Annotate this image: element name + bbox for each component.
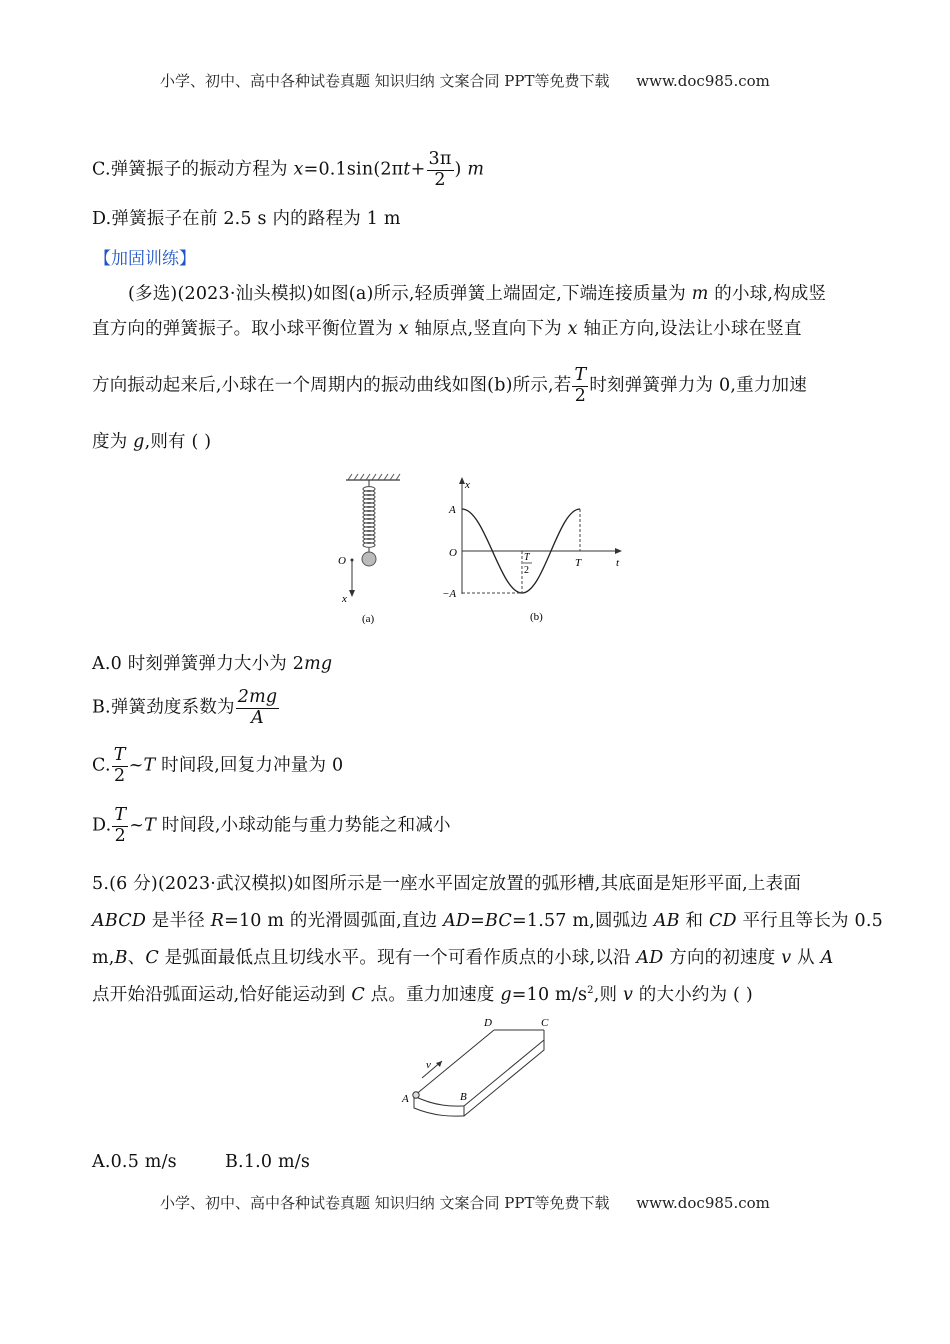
label-D: D <box>484 1017 492 1029</box>
q5-line2: ABCD 是半径 R=10 m 的光滑圆弧面,直边 AD=BC=1.57 m,圆弧边 AB 和 CD 平行且等长为 0.5 <box>92 911 883 931</box>
q4-option-d: D. $\frac{T}{2}$ ~T 时间段,小球动能与重力势能之和减小 <box>92 805 451 846</box>
q4-line2: 直方向的弹簧振子。取小球平衡位置为 x 轴原点,竖直向下为 x 轴正方向,设法让小球在竖直 <box>92 319 802 339</box>
label-negA: −A <box>442 588 457 600</box>
label-O: O <box>449 547 457 559</box>
arc-trough-figure <box>398 1016 558 1124</box>
q4-line3: 方向振动起来后,小球在一个周期内的振动曲线如图(b)所示,若 $\frac{T}{2}$ 时刻弹簧弹力为 0,重力加速 <box>92 365 807 406</box>
label-t: t <box>616 557 620 569</box>
q4-line4: 度为 g,则有 ( ) <box>92 432 212 452</box>
prev-option-c: C.弹簧振子的振动方程为 x=0.1sin(2πt+ $\frac{3\pi}{2}$ ) m <box>92 149 485 190</box>
page-header <box>160 70 770 91</box>
label-T-half-num: T <box>524 552 530 563</box>
q5-line1: 5.(6 分)(2023·武汉模拟)如图所示是一座水平固定放置的弧形槽,其底面是矩形平面,上表面 <box>92 874 802 894</box>
header-text: 小学、初中、高中各种试卷真题 知识归纳 文案合同 PPT等免费下载 <box>160 72 610 90</box>
q4-option-a: A.0 时刻弹簧弹力大小为 2mg <box>92 654 333 674</box>
q5-option-a: A.0.5 m/s <box>92 1152 177 1172</box>
page-footer <box>160 1192 770 1213</box>
prev-option-d: D.弹簧振子在前 2.5 s 内的路程为 1 m <box>92 209 401 229</box>
label-T: T <box>575 557 582 569</box>
caption-a: (a) <box>362 613 375 625</box>
section-title: 【加固训练】 <box>94 249 196 269</box>
label-T-half-den: 2 <box>524 565 529 576</box>
fraction: $\frac{T}{2}$ <box>113 745 126 786</box>
q4-line1: (多选)(2023·汕头模拟)如图(a)所示,轻质弹簧上端固定,下端连接质量为 m 的小球,构成竖 <box>128 284 827 304</box>
footer-text: 小学、初中、高中各种试卷真题 知识归纳 文案合同 PPT等免费下载 <box>160 1194 610 1212</box>
spring-figure <box>328 472 418 632</box>
q5-line4: 点开始沿弧面运动,恰好能运动到 C 点。重力加速度 g=10 $m/s^2$,则 v 的大小约为 ( ) <box>92 985 753 1005</box>
fraction: $\frac{T}{2}$ <box>114 805 127 846</box>
q5-option-b: B.1.0 m/s <box>225 1152 311 1172</box>
label-v: v <box>426 1059 431 1071</box>
q4-option-b: B.弹簧劲度系数为 $\frac{2mg}{A}$ <box>92 687 278 728</box>
label-A: A <box>449 504 456 516</box>
label-x: x <box>465 479 470 491</box>
label-B: B <box>460 1091 467 1103</box>
q5-line3: m,B、C 是弧面最低点且切线水平。现有一个可看作质点的小球,以沿 AD 方向的初速度 v 从 A <box>92 948 834 968</box>
label-origin: O <box>338 555 346 567</box>
q4-option-c: C. $\frac{T}{2}$ ~T 时间段,回复力冲量为 0 <box>92 745 344 786</box>
label-x-axis: x <box>342 593 347 605</box>
label-A: A <box>402 1093 409 1105</box>
fraction: $\frac{2mg}{A}$ <box>237 687 278 728</box>
fraction: $\frac{3\pi}{2}$ <box>428 149 452 190</box>
label-C: C <box>541 1017 549 1029</box>
oscillation-graph <box>440 474 630 632</box>
fraction: $\frac{T}{2}$ <box>574 365 587 406</box>
header-url: www.doc985.com <box>636 72 770 90</box>
footer-url: www.doc985.com <box>636 1194 770 1212</box>
caption-b: (b) <box>530 611 543 623</box>
